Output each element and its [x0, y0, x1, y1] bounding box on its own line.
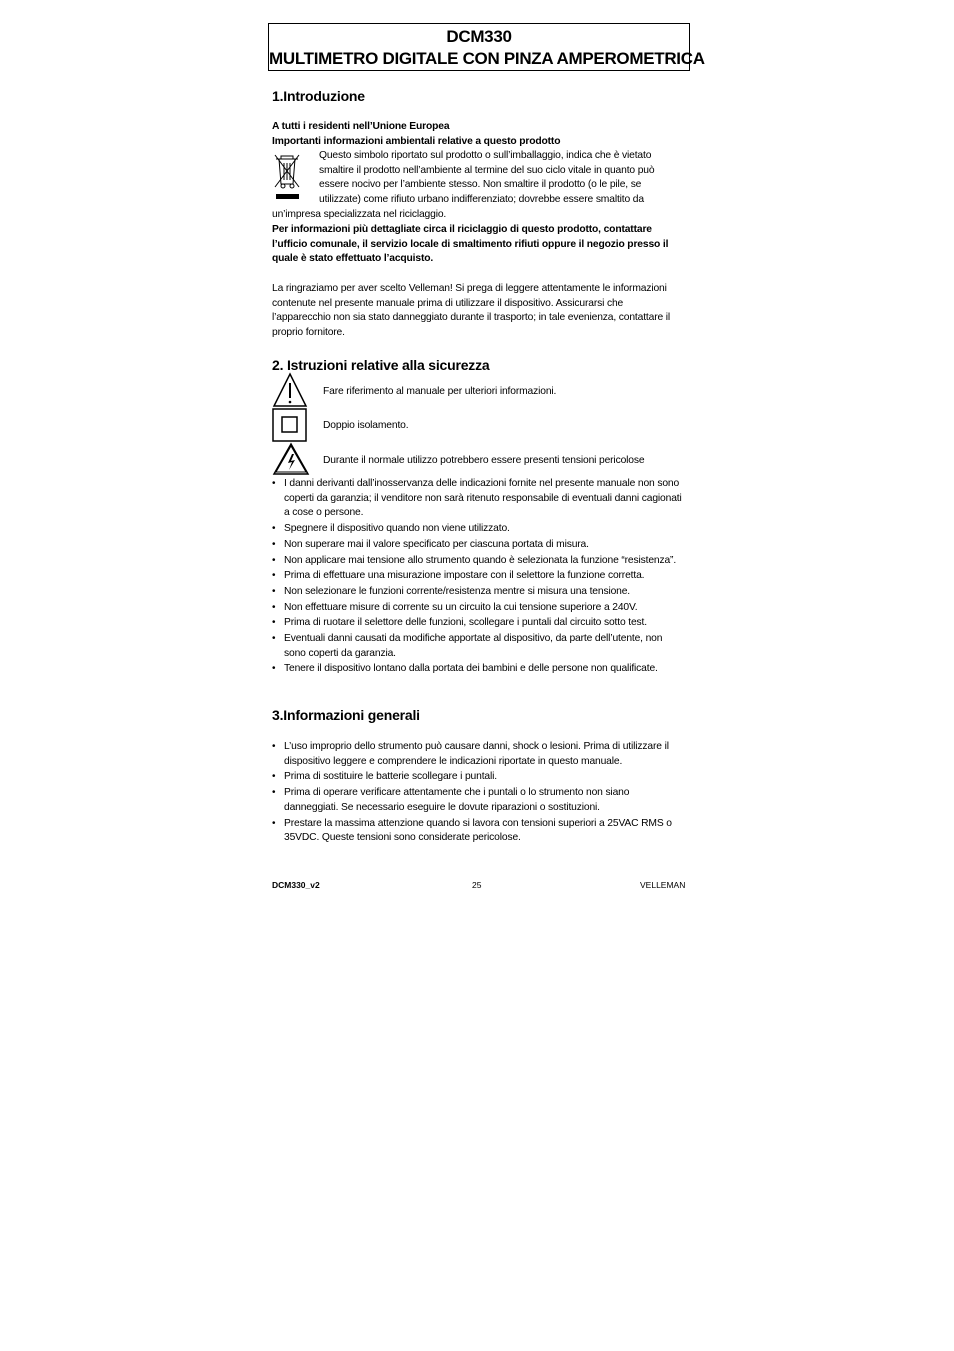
- general-bullet-list: [272, 740, 682, 847]
- weee-text: [319, 149, 684, 208]
- list-item: • Non selezionare le funzioni corrente/resistenza mentre si misura una tensione.: [272, 585, 682, 600]
- recycle-info: Per informazioni più dettagliate circa il riciclaggio di questo prodotto, contattare l’ufficio comunale, il servizio locale di smaltimento rifiuti oppure il negozio presso il quale è stato effettuato l’acquisto.: [272, 224, 669, 265]
- footer-brand: VELLEMAN: [640, 880, 686, 890]
- footer-doc-code: DCM330_v2: [272, 880, 320, 890]
- list-item: • L’uso improprio dello strumento può causare danni, shock o lesioni. Prima di utilizzare il dispositivo leggere e comprendere le indicazioni riportate in questo manuale.: [272, 740, 682, 769]
- list-item: • Prima di ruotare il selettore delle funzioni, scollegare i puntali dal circuito sotto test.: [272, 616, 682, 631]
- high-voltage-icon: [272, 442, 310, 481]
- list-item: • Non effettuare misure di corrente su un circuito la cui tensione superiore a 240V.: [272, 601, 682, 616]
- symbol-text-manual: Fare riferimento al manuale per ulteriori informazioni.: [323, 386, 557, 397]
- weee-line: utilizzate) come rifiuto urbano indifferenziato; dovrebbe essere smaltito da: [319, 194, 644, 206]
- weee-text-tail: un’impresa specializzata nel riciclaggio.: [272, 209, 447, 220]
- symbol-text-double-insulation: Doppio isolamento.: [323, 420, 409, 431]
- list-item: • Prestare la massima attenzione quando si lavora con tensioni superiori a 25VAC RMS o 35VDC. Queste tensioni sono considerate pericolose.: [272, 817, 682, 846]
- list-item: • Spegnere il dispositivo quando non viene utilizzato.: [272, 522, 682, 537]
- symbol-text-hazardous-voltage: Durante il normale utilizzo potrebbero essere presenti tensioni pericolose: [323, 455, 645, 466]
- safety-bullet-list: [272, 477, 682, 678]
- list-item: • Non applicare mai tensione allo strumento quando è selezionata la funzione “resistenza”.: [272, 554, 682, 569]
- list-item: • Tenere il dispositivo lontano dalla portata dei bambini e delle persone non qualificate.: [272, 662, 682, 677]
- product-code: DCM330: [446, 27, 512, 46]
- list-item: • I danni derivanti dall’inosservanza delle indicazioni fornite nel presente manuale non sono coperti da garanzia; il venditore non sarà ritenuto responsabile di eventuali danni cagionati a cose o persone.: [272, 477, 682, 521]
- list-item: • Non superare mai il valore specificato per ciascuna portata di misura.: [272, 538, 682, 553]
- document-title-box: [268, 23, 705, 71]
- eu-heading: A tutti i residenti nell’Unione Europea: [272, 121, 450, 132]
- weee-line: smaltire il prodotto nell’ambiente al termine del suo ciclo vitale in quanto può: [319, 164, 655, 176]
- section-heading-introduction: 1.Introduzione: [272, 88, 365, 104]
- list-item: • Prima di effettuare una misurazione impostare con il selettore la funzione corretta.: [272, 569, 682, 584]
- weee-line: Questo simbolo riportato sul prodotto o sull’imballaggio, indica che è vietato: [319, 150, 652, 161]
- list-item: • Prima di operare verificare attentamente che i puntali o lo strumento non siano danneggiati. Se necessario eseguire le dovute riparazioni o sostituzioni.: [272, 786, 682, 815]
- warning-triangle-icon: [272, 372, 308, 413]
- section-heading-general: 3.Informazioni generali: [272, 707, 420, 723]
- list-item: • Prima di sostituire le batterie scollegare i puntali.: [272, 770, 682, 785]
- page-number: 25: [472, 880, 482, 890]
- weee-line: essere nocivo per l’ambiente stesso. Non smaltire il prodotto (o le pile, se: [319, 179, 642, 191]
- list-item: • Eventuali danni causati da modifiche apportate al dispositivo, da parte dell’utente, non sono coperti da garanzia.: [272, 632, 682, 661]
- section-heading-safety: 2. Istruzioni relative alla sicurezza: [272, 357, 490, 373]
- thanks-paragraph: La ringraziamo per aver scelto Velleman! Si prega di leggere attentamente le informazioni contenute nel presente manuale prima di utilizzare il dispositivo. Assicurarsi che l’apparecchio non sia stato danneggiato durante il trasporto; in tale evenienza, contattare il proprio fornitore.: [272, 283, 671, 339]
- weee-bin-icon: [272, 151, 304, 201]
- env-heading: Importanti informazioni ambientali relative a questo prodotto: [272, 136, 561, 147]
- product-title: MULTIMETRO DIGITALE CON PINZA AMPEROMETRICA: [269, 49, 705, 68]
